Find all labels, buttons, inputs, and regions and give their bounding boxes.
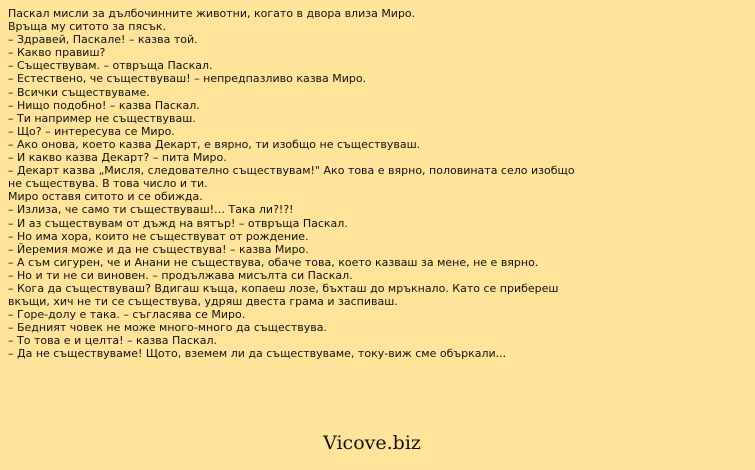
text-line: Миро оставя ситото и се обижда. [8, 190, 203, 204]
text-line: Връща му ситото за пясък. [8, 20, 167, 34]
text-line: – И аз съществувам от дъжд на вятър! – отвръща Паскал. [8, 216, 348, 230]
text-line: – Но има хора, които не съществуват от рождение. [8, 229, 309, 243]
site-watermark: Vicove.biz [323, 432, 421, 454]
text-line: – Всички съществуваме. [8, 85, 150, 99]
text-line: – Кога да съществуваш? Вдигаш къща, копаеш лозе, бъхташ до мръкнало. Като се прибереш [8, 281, 559, 295]
text-line: – Здравей, Паскале! – казва той. [8, 33, 198, 47]
text-line: вкъщи, хич не ти се съществува, удряш двеста грама и заспиваш. [8, 295, 398, 309]
text-line: – Що? – интересува се Миро. [8, 124, 175, 138]
text-line: – То това е и целта! – казва Паскал. [8, 334, 217, 348]
text-line: – Ако онова, което казва Декарт, е вярно, ти изобщо не съществуваш. [8, 137, 421, 151]
text-line: – Излиза, че само ти съществуваш!… Така ли?!?! [8, 203, 294, 217]
text-line: – Съществувам. – отвръща Паскал. [8, 59, 213, 73]
text-line: – Нищо подобно! – казва Паскал. [8, 98, 200, 112]
text-line: – Декарт казва „Мисля, следователно съществувам!" Ако това е вярно, половината село изобщо [8, 164, 575, 178]
text-line: – Горе-долу е така. – съгласява се Миро. [8, 308, 246, 322]
text-line: – Естествено, че съществуваш! – непредпазливо казва Миро. [8, 72, 367, 86]
text-line: – Но и ти не си виновен. – продължава мисълта си Паскал. [8, 268, 353, 282]
text-line: – И какво казва Декарт? – пита Миро. [8, 151, 227, 165]
text-line: – Ти например не съществуваш. [8, 111, 196, 125]
text-line: – А съм сигурен, че и Анани не съществува, обаче това, което казваш за мене, не е вярно. [8, 255, 539, 269]
text-line: не съществува. В това число и ти. [8, 177, 208, 191]
text-line: – Йеремия може и да не съществува! – казва Миро. [8, 242, 309, 256]
story-text [8, 7, 748, 361]
text-line: Паскал мисли за дълбочинните животни, когато в двора влиза Миро. [8, 7, 416, 20]
text-line: – Да не съществуваме! Щото, вземем ли да съществуваме, току-виж сме объркали... [8, 347, 507, 361]
text-line: – Какво правиш? [8, 46, 106, 60]
text-line: – Бедният човек не може много-много да съществува. [8, 321, 327, 335]
